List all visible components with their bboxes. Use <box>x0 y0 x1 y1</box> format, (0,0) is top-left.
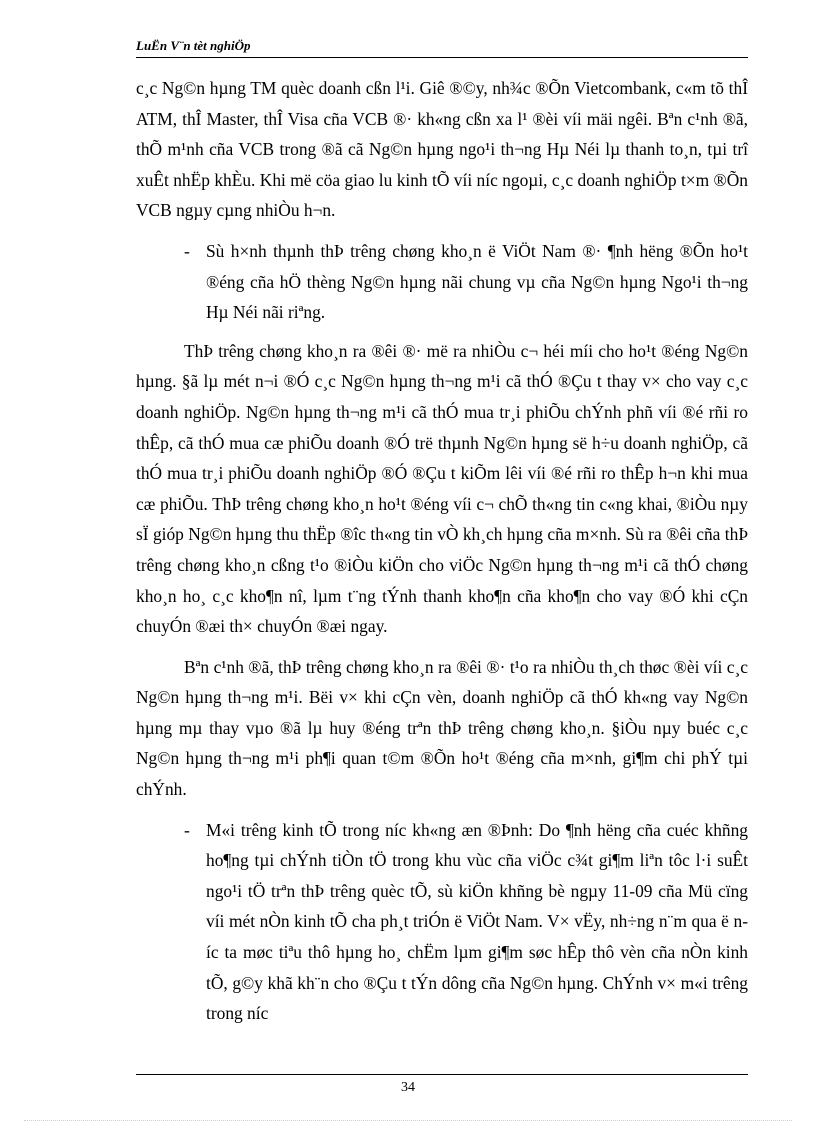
page-number: 34 <box>401 1080 415 1095</box>
running-header: LuËn V¨n tèt nghiÖp <box>136 38 251 53</box>
bullet-item-2 <box>136 815 748 1029</box>
body-text <box>136 73 748 1037</box>
bullet-marker: - <box>184 240 190 261</box>
bullet-item-1 <box>136 236 748 328</box>
paragraph-2: ThÞ trêng chøng kho¸n ra ®êi ®· më ra nhiÒu c¬ héi míi cho ho¹t ®éng Ng©n hµng. §ã lµ mét n¬i ®Ó c¸c Ng©n hµng th¬ng m¹i cã thÓ ®Çu t thay v× cho vay c¸c doanh nghiÖp. Ng©n hµng th¬ng m¹i cã thÓ mua tr¸i phiÕu chÝnh phñ víi ®é rñi ro thÊp, cã thÓ mua cæ phiÕu doanh ®Ó trë thµnh Ng©n hµng së h÷u doanh nghiÖp, cã thÓ mua tr¸i phiÕu doanh nghiÖp ®Ó ®Çu t kiÕm lêi víi ®é rñi ro thÊp h¬n khi mua cæ phiÕu. ThÞ trêng chøng kho¸n ho¹t ®éng víi c¬ chÕ th«ng tin c«ng khai, ®iÒu nµy sÏ gióp Ng©n hµng thu thËp ®îc th«ng tin vÒ kh¸ch hµng cña m×nh. Sù ra ®êi cña thÞ trêng chøng kho¸n cßng t¹o ®iÒu kiÖn cho viÖc Ng©n hµng th¬ng m¹i cã thÓ chøng kho¸n ho¸ c¸c kho¶n nî, lµm t¨ng tÝnh thanh kho¶n cña kho¶n cho vay ®Ó khi cÇn chuyÓn ®æi th× chuyÓn ®æi ngay. <box>136 340 748 637</box>
paragraph-1: c¸c Ng©n hµng TM quèc doanh cßn l¹i. Giê ®©y, nh¾c ®Õn Vietcombank, c«m tõ thÎ ATM, thÎ Master, thÎ Visa cña VCB ®· kh«ng cßn xa l¹ ®èi víi mäi ngêi. Bªn c¹nh ®ã, thÕ m¹nh cña VCB trong ®ã cã Ng©n hµng ngo¹i th¬ng Hµ Néi lµ thanh to¸n, tµi trî xuÊt nhËp khÈu. Khi më cöa giao lu kinh tÕ víi níc ngoµi, c¸c doanh nghiÖp t×m ®Õn VCB ngµy cµng nhiÒu h¬n. <box>136 78 748 221</box>
header-divider <box>136 57 748 58</box>
bullet-marker: - <box>184 819 190 840</box>
page-edge-divider <box>24 1120 792 1121</box>
bullet-text: Sù h×nh thµnh thÞ trêng chøng kho¸n ë ViÖt Nam ®· ¶nh hëng ®Õn ho¹t ®éng cña hÖ thèng Ng©n hµng nãi chung vµ cña Ng©n hµng Ngo¹i th¬ng Hµ Néi nãi riªng. <box>206 240 748 323</box>
footer-divider <box>136 1074 748 1075</box>
bullet-text: M«i trêng kinh tÕ trong níc kh«ng æn ®Þnh: Do ¶nh hëng cña cuéc khñng ho¶ng tµi chÝnh tiÒn tÖ trong khu vùc cña viÖc c¾t gi¶m liªn tôc l·i suÊt ngo¹i tÖ trªn thÞ trêng quèc tÕ, sù kiÖn khñng bè ngµy 11-09 cña Mü cïng víi mét nÒn kinh tÕ cha ph¸t triÓn ë ViÖt Nam. V× vËy, nh÷ng n¨m qua ë níc ta møc tiªu thô hµng ho¸ chËm lµm gi¶m søc hÊp thô vèn cña nÒn kinh tÕ, g©y khã kh¨n cho ®Çu t tÝn dông cña Ng©n hµng. ChÝnh v× m«i trêng trong níc <box>206 819 748 1024</box>
paragraph-3: Bªn c¹nh ®ã, thÞ trêng chøng kho¸n ra ®êi ®· t¹o ra nhiÒu th¸ch thøc ®èi víi c¸c Ng©n hµng th¬ng m¹i. Bëi v× khi cÇn vèn, doanh nghiÖp cã thÓ kh«ng vay Ng©n hµng mµ thay vµo ®ã lµ huy ®éng trªn thÞ trêng chøng kho¸n. §iÒu nµy buéc c¸c Ng©n hµng th¬ng m¹i ph¶i quan t©m ®Õn ho¹t ®éng cña m×nh, gi¶m chi phÝ tµi chÝnh. <box>136 656 748 800</box>
